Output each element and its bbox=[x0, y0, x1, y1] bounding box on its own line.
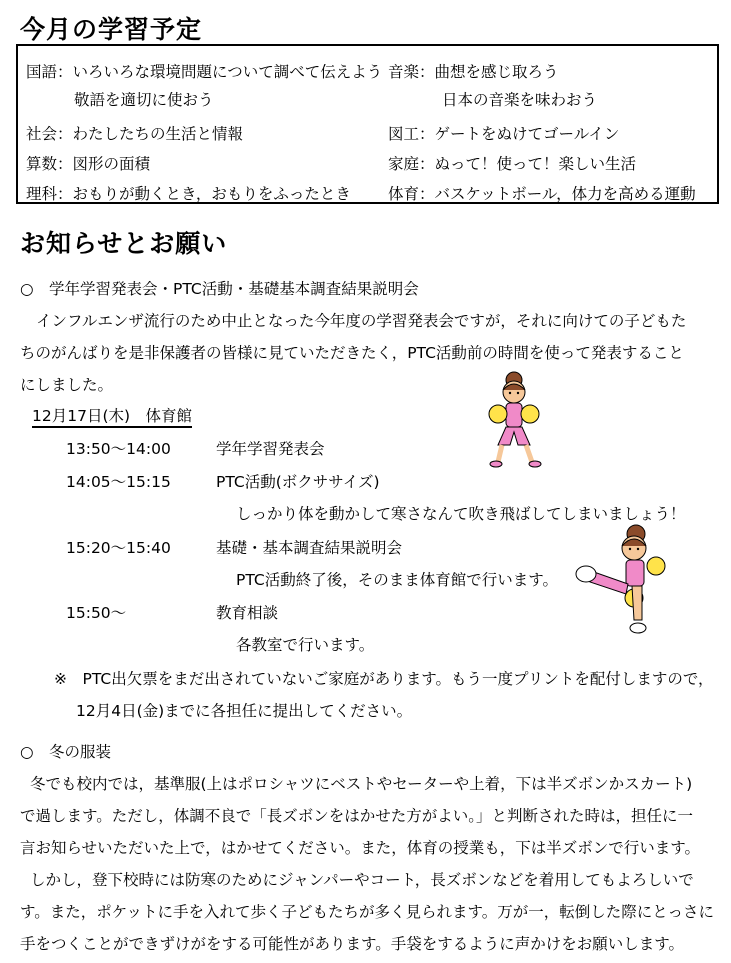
event-title-3: 基礎・基本調査結果説明会 bbox=[216, 539, 403, 557]
event-time-2: 14:05〜15:15 bbox=[66, 473, 171, 491]
boxer-girl-illustration-1 bbox=[480, 370, 550, 470]
event-date-text: 12月17日(木) 体育館 bbox=[32, 407, 192, 428]
schedule-title: 今月の学習予定 bbox=[20, 15, 203, 44]
event-title-1: 学年学習発表会 bbox=[216, 440, 325, 458]
section2-para-6: 手をつくことができずけがをする可能性があります。手袋をするように声かけをお願いします。 bbox=[20, 935, 685, 953]
subject-taiiku: 体育：バスケットボール，体力を高める運動 bbox=[388, 185, 696, 203]
subject-sansu: 算数：図形の面積 bbox=[26, 155, 151, 173]
event-note-4: 各教室で行います。 bbox=[236, 636, 375, 654]
section2-para-4: しかし，登下校時には防寒のためにジャンパーやコート，長ズボンなどを着用してもよろしいで bbox=[30, 871, 694, 889]
event-note-2: しっかり体を動かして寒さなんて吹き飛ばしてしまいましょう！ bbox=[236, 505, 686, 523]
event-note-3: PTC活動終了後，そのまま体育館で行います。 bbox=[236, 571, 558, 589]
section1-para-3: にしました。 bbox=[20, 376, 114, 394]
section1-heading: ○ 学年学習発表会・PTC活動・基礎基本調査結果説明会 bbox=[20, 280, 419, 298]
section2-heading: ○ 冬の服装 bbox=[20, 743, 112, 761]
boxer-girl-illustration-2 bbox=[574, 520, 674, 640]
event-title-2: PTC活動(ボクササイズ) bbox=[216, 473, 380, 491]
schedule-box bbox=[16, 44, 719, 204]
event-time-1: 13:50〜14:00 bbox=[66, 440, 171, 458]
section2-para-5: す。また，ポケットに手を入れて歩く子どもたちが多く見られます。万が一，転倒した際にとっさに bbox=[20, 903, 714, 921]
section2-para-2: で過します。ただし，体調不良で「長ズボンをはかせた方がよい。」と判断された時は，担任に一 bbox=[20, 807, 694, 825]
subject-zuko: 図工：ゲートをぬけてゴールイン bbox=[388, 125, 620, 143]
subject-kokugo: 国語：いろいろな環境問題について調べて伝えよう bbox=[26, 63, 383, 81]
subject-kokugo-2: 敬語を適切に使おう bbox=[74, 91, 214, 109]
subject-katei: 家庭：ぬって！使って！楽しい生活 bbox=[388, 155, 637, 173]
event-time-3: 15:20〜15:40 bbox=[66, 539, 171, 557]
subject-ongaku: 音楽：曲想を感じ取ろう bbox=[388, 63, 559, 81]
section2-para-3: 言お知らせいただいた上で，はかせてください。また，体育の授業も，下は半ズボンで行います。 bbox=[20, 839, 700, 857]
section1-para-1: インフルエンザ流行のため中止となった今年度の学習発表会ですが，それに向けての子どもた bbox=[36, 312, 687, 330]
event-date-place bbox=[32, 404, 192, 426]
event-title-4: 教育相談 bbox=[216, 604, 279, 622]
event-time-4: 15:50〜 bbox=[66, 604, 127, 622]
remark-2: 12月4日(金)までに各担任に提出してください。 bbox=[76, 702, 413, 720]
section1-para-2: ちのがんばりを是非保護者の皆様に見ていただきたく，PTC活動前の時間を使って発表すること bbox=[20, 344, 684, 362]
subject-shakai: 社会：わたしたちの生活と情報 bbox=[26, 125, 244, 143]
section2-para-1: 冬でも校内では，基準服(上はポロシャツにベストやセーターや上着，下は半ズボンかスカート) bbox=[30, 775, 693, 793]
remark-1: ※ PTC出欠票をまだ出されていないご家庭があります。もう一度プリントを配付しますので， bbox=[54, 670, 714, 688]
subject-rika: 理科：おもりが動くとき，おもりをふったとき bbox=[26, 185, 351, 203]
subject-ongaku-2: 日本の音楽を味わおう bbox=[442, 91, 598, 109]
notices-title: お知らせとお願い bbox=[20, 229, 228, 258]
